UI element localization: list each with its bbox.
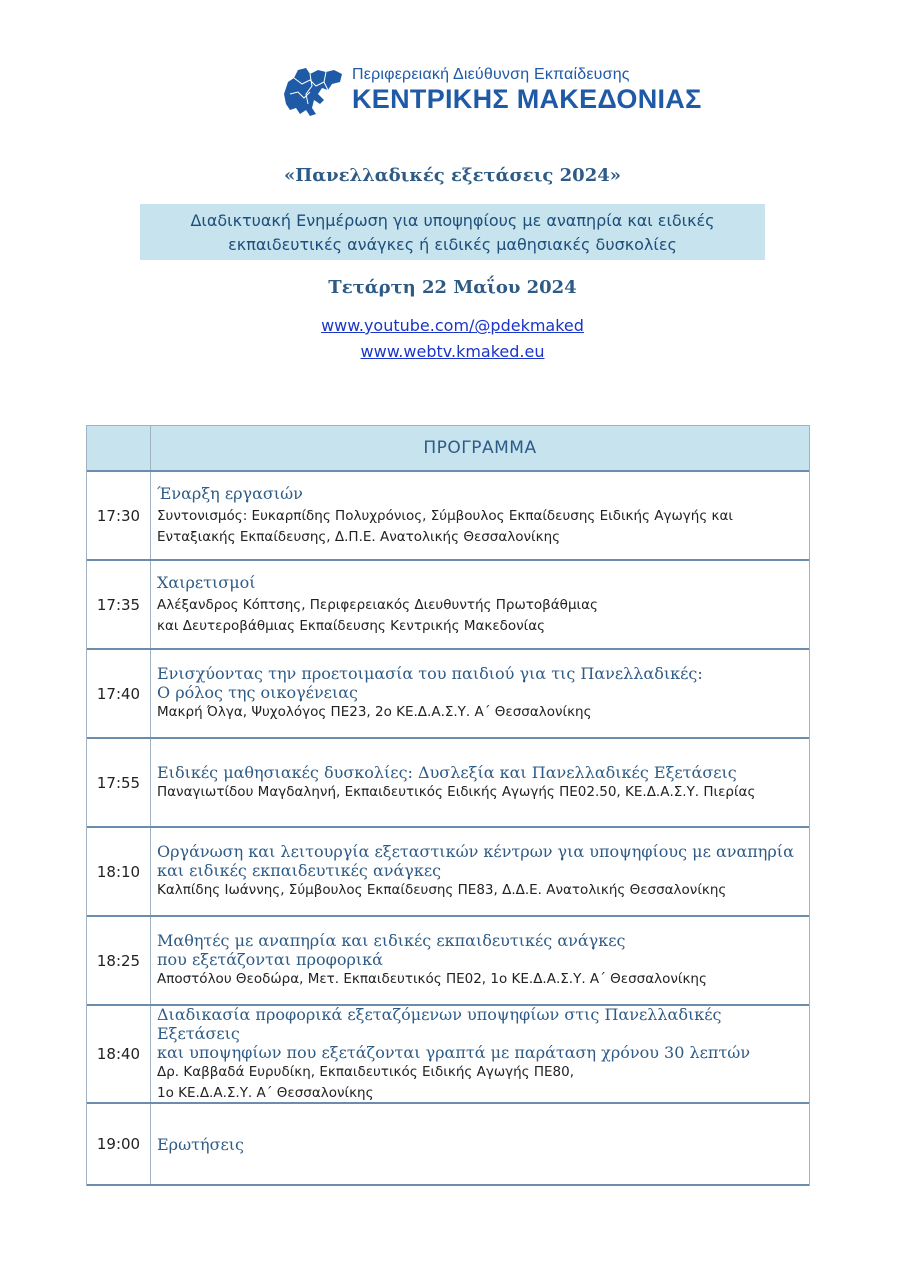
subtitle-line-1: Διαδικτυακή Ενημέρωση για υποψηφίους με αναπηρία και ειδικές	[190, 211, 715, 230]
program-row	[87, 739, 809, 828]
row-title: και υποψηφίων που εξετάζονται γραπτά με παράταση χρόνου 30 λεπτών	[157, 1042, 751, 1062]
row-content	[151, 917, 809, 1004]
row-detail: Μακρή Όλγα, Ψυχολόγος ΠΕ23, 2ο ΚΕ.Δ.Α.Σ.Υ. Α΄ Θεσσαλονίκης	[157, 704, 592, 720]
row-title: Ειδικές μαθησιακές δυσκολίες: Δυσλεξία και Πανελλαδικές Εξετάσεις	[157, 762, 737, 782]
program-table	[86, 425, 810, 1186]
row-time: 17:30	[87, 472, 151, 559]
row-detail: Ενταξιακής Εκπαίδευσης, Δ.Π.Ε. Ανατολικής Θεσσαλονίκης	[157, 528, 561, 545]
row-content	[151, 828, 809, 915]
program-row	[87, 1104, 809, 1186]
program-row	[87, 472, 809, 561]
row-content	[151, 650, 809, 737]
row-time: 17:35	[87, 561, 151, 648]
macedonia-map-icon	[280, 64, 346, 120]
row-time: 18:40	[87, 1006, 151, 1102]
organization-logo	[280, 62, 702, 124]
youtube-link[interactable]: www.youtube.com/@pdekmaked	[321, 316, 584, 335]
program-row	[87, 828, 809, 917]
row-detail: Παναγιωτίδου Μαγδαληνή, Εκπαιδευτικός Ειδικής Αγωγής ΠΕ02.50, ΚΕ.Δ.Α.Σ.Υ. Πιερίας	[157, 783, 756, 800]
row-content	[151, 739, 809, 826]
event-title: «Πανελλαδικές εξετάσεις 2024»	[283, 165, 621, 186]
row-title: Έναρξη εργασιών	[157, 483, 303, 503]
time-column-header	[87, 426, 151, 470]
subtitle-line-2: εκπαιδευτικές ανάγκες ή ειδικές μαθησιακές δυσκολίες	[228, 235, 677, 254]
row-title: Μαθητές με αναπηρία και ειδικές εκπαιδευτικές ανάγκες	[157, 931, 626, 950]
row-detail: Αποστόλου Θεοδώρα, Μετ. Εκπαιδευτικός ΠΕ02, 1ο ΚΕ.Δ.Α.Σ.Υ. Α΄ Θεσσαλονίκης	[157, 971, 707, 987]
logo-region-name: ΚΕΝΤΡΙΚΗΣ ΜΑΚΕΔΟΝΙΑΣ	[352, 84, 702, 114]
row-detail: Δρ. Καββαδά Ευρυδίκη, Εκπαιδευτικός Ειδικής Αγωγής ΠΕ80,	[157, 1063, 575, 1080]
program-row	[87, 561, 809, 650]
row-time: 18:25	[87, 917, 151, 1004]
row-time: 19:00	[87, 1104, 151, 1184]
row-title: Ενισχύοντας την προετοιμασία του παιδιού για τις Πανελλαδικές:	[157, 664, 703, 683]
row-content	[151, 472, 809, 559]
row-title: Οργάνωση και λειτουργία εξεταστικών κέντρων για υποψηφίους με αναπηρία	[157, 842, 794, 861]
event-subtitle-banner	[140, 204, 765, 260]
row-detail: Αλέξανδρος Κόπτσης, Περιφερειακός Διευθυντής Πρωτοβάθμιας	[157, 596, 598, 613]
logo-title-line: Περιφερειακή Διεύθυνση Εκπαίδευσης	[352, 66, 630, 83]
program-row	[87, 1006, 809, 1104]
program-table-header	[87, 425, 809, 472]
row-title: Ο ρόλος της οικογένειας	[157, 683, 358, 702]
row-content	[151, 1104, 809, 1184]
row-time: 17:40	[87, 650, 151, 737]
program-row	[87, 917, 809, 1006]
row-detail: και Δευτεροβάθμιας Εκπαίδευσης Κεντρικής Μακεδονίας	[157, 617, 546, 634]
program-row	[87, 650, 809, 739]
row-time: 18:10	[87, 828, 151, 915]
row-detail: 1ο ΚΕ.Δ.Α.Σ.Υ. Α΄ Θεσσαλονίκης	[157, 1084, 374, 1101]
row-title: που εξετάζονται προφορικά	[157, 950, 383, 969]
webtv-link[interactable]: www.webtv.kmaked.eu	[360, 342, 545, 361]
program-heading: ΠΡΟΓΡΑΜΜΑ	[423, 438, 537, 458]
row-title: και ειδικές εκπαιδευτικές ανάγκες	[157, 861, 442, 880]
row-time: 17:55	[87, 739, 151, 826]
row-content	[151, 561, 809, 648]
row-title: Ερωτήσεις	[157, 1134, 245, 1154]
row-content	[151, 1006, 809, 1102]
row-title: Διαδικασία προφορικά εξεταζόμενων υποψηφίων στις Πανελλαδικές Εξετάσεις	[157, 1004, 722, 1043]
event-date: Τετάρτη 22 Μαΐου 2024	[328, 277, 577, 298]
row-title: Χαιρετισμοί	[157, 572, 256, 592]
row-detail: Συντονισμός: Ευκαρπίδης Πολυχρόνιος, Σύμβουλος Εκπαίδευσης Ειδικής Αγωγής και	[157, 507, 733, 524]
row-detail: Καλπίδης Ιωάννης, Σύμβουλος Εκπαίδευσης ΠΕ83, Δ.Δ.Ε. Ανατολικής Θεσσαλονίκης	[157, 882, 727, 898]
